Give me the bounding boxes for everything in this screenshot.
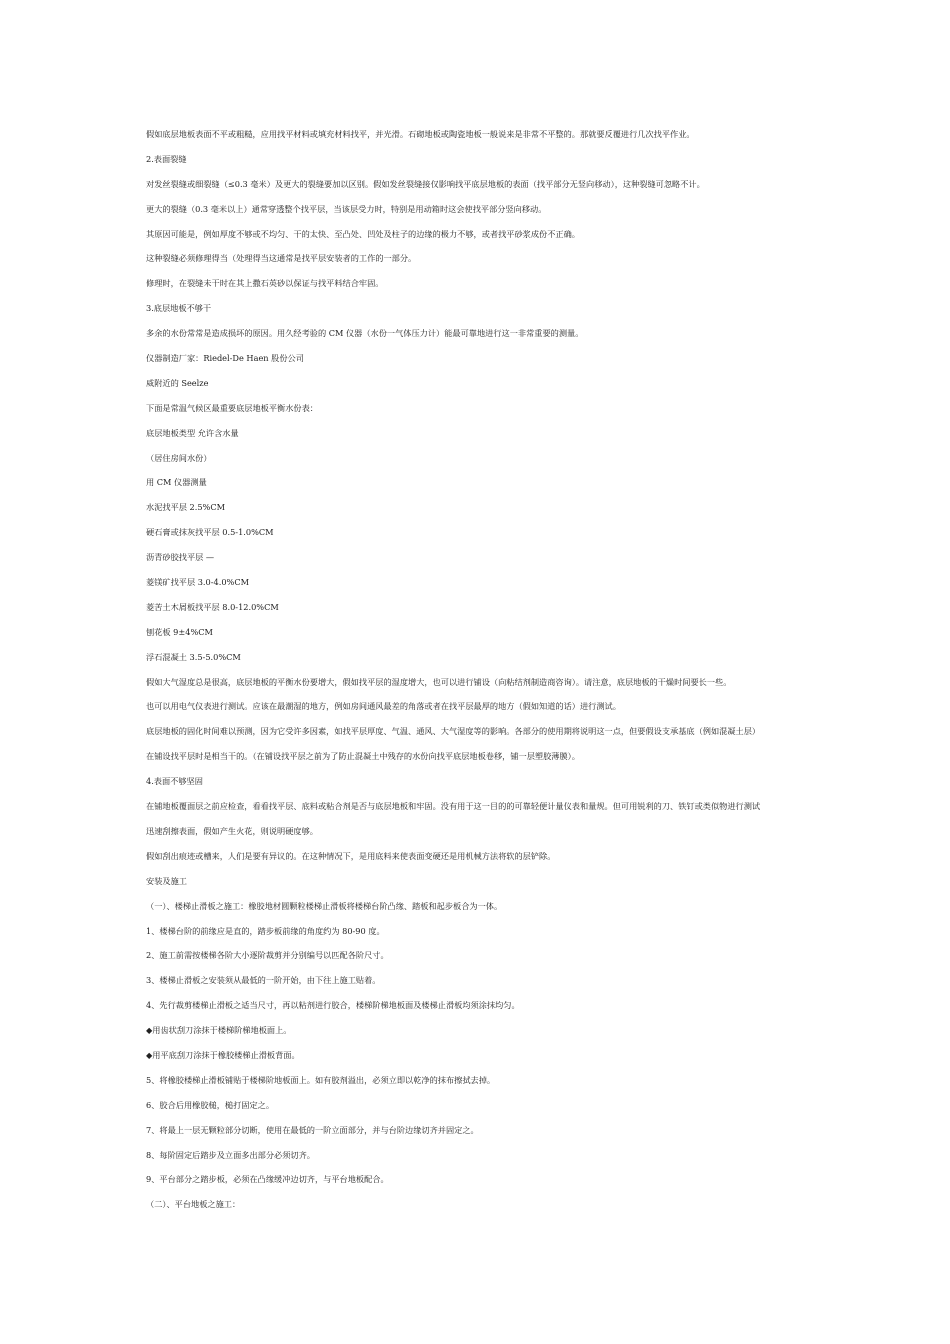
- paragraph: 更大的裂缝（0.3 毫米以上）通常穿透整个找平层，当该层受力时，特别是用动箱时这会使找平部分竖向移动。: [146, 203, 547, 214]
- subsection-heading: （二）、平台地板之施工：: [146, 1199, 241, 1210]
- paragraph: 多余的水份常常是造成损坏的原因。用久经考验的 CM 仪器（水份一气体压力计）能最可靠地进行这一非常重要的测量。: [146, 328, 584, 339]
- list-item: 2、施工前需按楼梯各阶大小逐阶裁剪并分别编号以匹配各阶尺寸。: [146, 950, 389, 961]
- section-heading: 3.底层地板不够干: [146, 303, 212, 314]
- list-item: 7、将最上一层无颗粒部分切断，使用在最低的一阶立面部分，并与台阶边缘切齐并固定之。: [146, 1124, 479, 1135]
- table-row: 浮石混凝土 3.5-5.0%CM: [146, 651, 241, 662]
- bullet-item: ◆用平底刮刀涂抹于橡胶楼梯止滑板背面。: [146, 1049, 300, 1060]
- table-row: 刨花板 9±4%CM: [146, 626, 213, 637]
- section-heading: 4.表面不够坚固: [146, 776, 203, 787]
- table-row: 水泥找平层 2.5%CM: [146, 502, 225, 513]
- paragraph: 也可以用电气仪表进行测试。应该在最潮湿的地方，例如房间通风最差的角落或者在找平层最厚的地方（假如知道的话）进行测试。: [146, 701, 621, 712]
- paragraph: 假如底层地板表面不平或粗糙，应用找平材料或填充材料找平，并光滑。石砌地板或陶瓷地板一般说来是非常不平整的。那就要反覆进行几次找平作业。: [146, 129, 695, 139]
- paragraph: 在铺设找平层时是相当干的。（在铺设找平层之前为了防止混凝土中残存的水份向找平底层地板卷移，铺一层塑胶薄膜）。: [146, 751, 580, 762]
- paragraph: 假如刮出痕迹或槽来，人们是要有异议的。在这种情况下，是用底料来使表面变硬还是用机械方法将软的层铲除。: [146, 850, 556, 861]
- table-row: 硬石膏或抹灰找平层 0.5-1.0%CM: [146, 527, 274, 538]
- table-header-line: （居住房间水份）: [146, 452, 212, 463]
- section-heading: 2.表面裂缝: [146, 153, 187, 164]
- paragraph: 假如大气湿度总是很高，底层地板的平衡水份要增大，假如找平层的湿度增大，也可以进行铺设（向粘结剂制造商咨询）。请注意，底层地板的干燥时间要长一些。: [146, 676, 732, 687]
- list-item: 3、楼梯止滑板之安装须从最低的一阶开始，由下往上施工贴着。: [146, 975, 381, 986]
- paragraph: 迅速刮擦表面，假如产生火花，则说明硬度够。: [146, 825, 318, 836]
- table-header-line: 底层地板类型 允许含水量: [146, 427, 239, 438]
- paragraph: 在铺地板覆面层之前应检查，看看找平层、底料或粘合剂是否与底层地板和牢固。没有用于这一目的的可靠轻便计量仪表和量规。但可用锐利的刀、铁钉或类似物进行测试: [146, 801, 761, 812]
- bullet-item: ◆用齿状刮刀涂抹于楼梯阶梯地板面上。: [146, 1025, 292, 1036]
- list-item: 6、胶合后用橡胶槌，槌打固定之。: [146, 1099, 275, 1110]
- table-header-line: 用 CM 仪器测量: [146, 477, 207, 488]
- list-item: 9、平台部分之踏步板，必须在凸缘缓冲边切齐，与平台地板配合。: [146, 1174, 389, 1185]
- paragraph: 修理时，在裂缝未干时在其上撒石英砂以保证与找平料结合牢固。: [146, 278, 384, 289]
- paragraph: 底层地板的固化时间难以预测，因为它受许多因素，如找平层厚度、气温、通风、大气湿度等的影响。各部分的使用期将说明这一点，但要假设支承基底（例如混凝土层）: [146, 726, 761, 737]
- paragraph: 下面是常温气候区最重要底层地板平衡水份表：: [146, 402, 318, 413]
- table-row: 菱镁矿找平层 3.0-4.0%CM: [146, 577, 249, 588]
- paragraph: 仪器制造厂家：Riedel-De Haen 股份公司: [146, 353, 304, 364]
- list-item: 1、楼梯台阶的前缘应是直的，踏步板前缘的角度约为 80-90 度。: [146, 925, 385, 936]
- paragraph: 其原因可能是，例如厚度不够或不均匀、干的太快、至凸处、凹处及柱子的边缘的极力不够，或者找平砂浆成份不正确。: [146, 228, 580, 239]
- table-row: 菱苦土木屑板找平层 8.0-12.0%CM: [146, 601, 279, 612]
- list-item: 4、先行裁剪楼梯止滑板之适当尺寸，再以粘剂进行胶合，楼梯阶梯地板面及楼梯止滑板均须涂抹均匀。: [146, 1000, 520, 1011]
- section-heading: 安装及施工: [146, 875, 187, 886]
- subsection-heading: （一）、楼梯止滑板之施工：橡胶地材圆颗粒楼梯止滑板将楼梯台阶凸缘、踏板和起步板合为一体。: [146, 900, 503, 911]
- paragraph: 这种裂缝必须修理得当（处理得当这通常是找平层安装者的工作的一部分。: [146, 253, 417, 264]
- paragraph: 对发丝裂缝或细裂缝（≤0.3 毫米）及更大的裂缝要加以区别。假如发丝裂缝接仅影响找平底层地板的表面（找平部分无竖向移动），这种裂缝可忽略不计。: [146, 178, 705, 189]
- table-row: 沥青砂胶找平层 —: [146, 552, 215, 563]
- document-body: [146, 128, 826, 1223]
- list-item: 5、将橡胶楼梯止滑板铺贴于楼梯阶地板面上。如有胶剂溢出，必须立即以乾净的抹布擦拭去掉。: [146, 1074, 496, 1085]
- paragraph: 威附近的 Seelze: [146, 377, 209, 388]
- list-item: 8、每阶固定后踏步及立面多出部分必须切齐。: [146, 1149, 315, 1160]
